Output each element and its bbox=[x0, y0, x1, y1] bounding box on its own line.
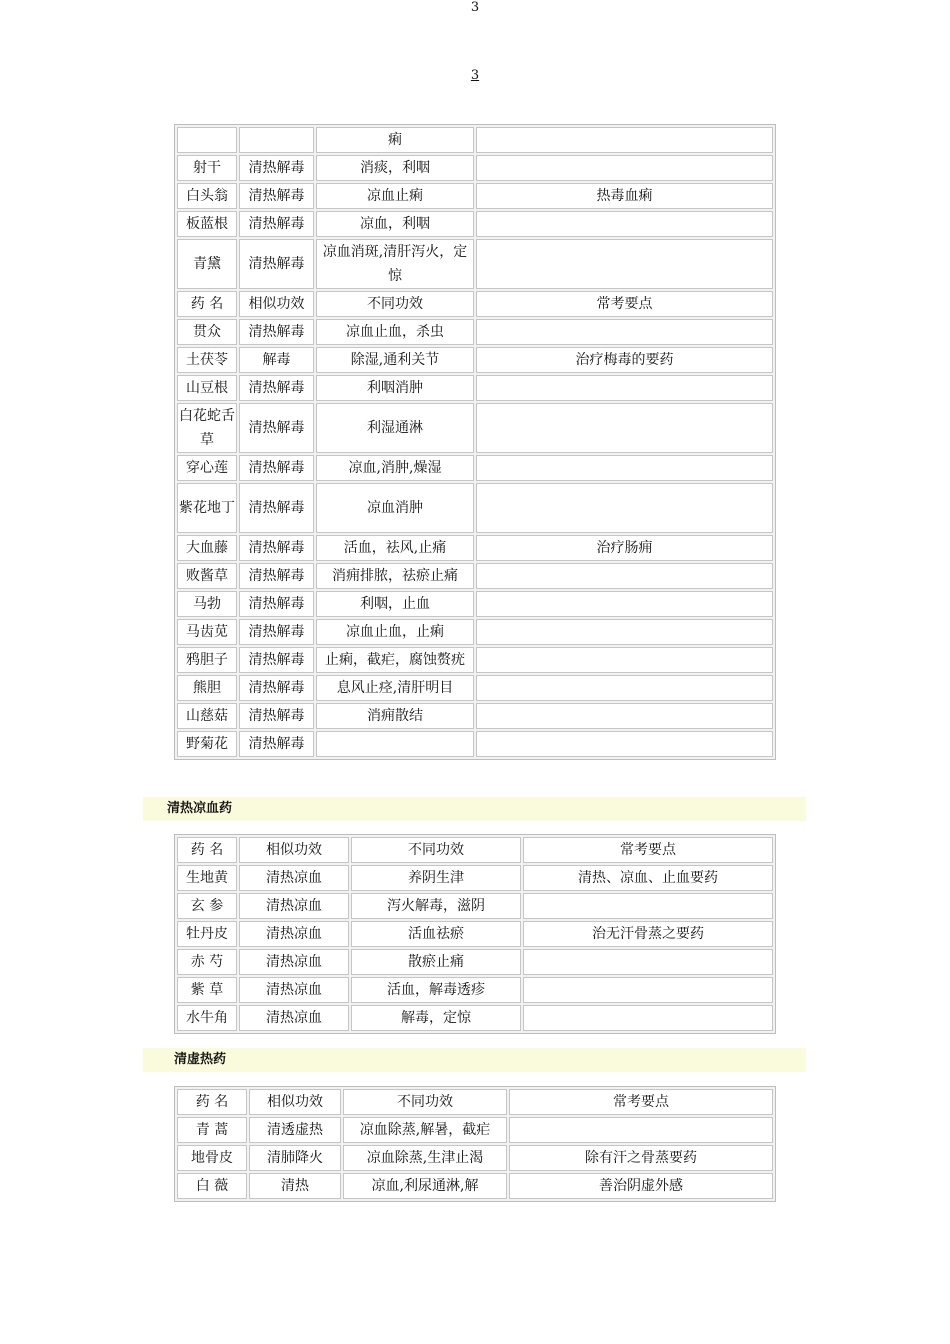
cell-different-effect: 凉血除蒸,解暑，截疟 bbox=[343, 1117, 507, 1143]
header-similar-effect: 相似功效 bbox=[239, 291, 314, 317]
table-row bbox=[177, 865, 773, 891]
cell-different-effect: 利咽消肿 bbox=[316, 375, 474, 401]
cell-similar-effect: 清热凉血 bbox=[239, 865, 349, 891]
cell-different-effect: 消痈排脓，祛瘀止痛 bbox=[316, 563, 474, 589]
cell-exam-point: 善治阴虚外感 bbox=[509, 1173, 773, 1199]
cell-different-effect: 凉血,利尿通淋,解 bbox=[343, 1173, 507, 1199]
cell-herb-name: 野菊花 bbox=[177, 731, 237, 757]
cell-similar-effect: 清热凉血 bbox=[239, 921, 349, 947]
cell-herb-name: 生地黄 bbox=[177, 865, 237, 891]
table-row bbox=[177, 647, 773, 673]
cell-similar-effect: 清热解毒 bbox=[239, 619, 314, 645]
table-row bbox=[177, 155, 773, 181]
cell-herb-name: 山慈菇 bbox=[177, 703, 237, 729]
cell-different-effect: 活血，祛风,止痛 bbox=[316, 535, 474, 561]
cell-different-effect: 凉血消肿 bbox=[316, 483, 474, 533]
cell-herb-name: 白 薇 bbox=[177, 1173, 247, 1199]
cell-similar-effect: 清热解毒 bbox=[239, 675, 314, 701]
cell-similar-effect: 清热解毒 bbox=[239, 591, 314, 617]
cell-exam-point bbox=[476, 703, 773, 729]
cell-similar-effect: 清热解毒 bbox=[239, 483, 314, 533]
header-herb-name: 药 名 bbox=[177, 1089, 247, 1115]
table-row bbox=[177, 455, 773, 481]
cell-herb-name: 土茯苓 bbox=[177, 347, 237, 373]
cell-similar-effect: 清热解毒 bbox=[239, 563, 314, 589]
cell-similar-effect: 清热解毒 bbox=[239, 375, 314, 401]
table-row bbox=[177, 1145, 773, 1171]
cell-herb-name: 穿心莲 bbox=[177, 455, 237, 481]
herb-table-heat-clearing-detox bbox=[174, 124, 776, 760]
cell-different-effect: 息风止痉,清肝明目 bbox=[316, 675, 474, 701]
cell-herb-name: 败酱草 bbox=[177, 563, 237, 589]
table-row bbox=[177, 127, 773, 153]
cell-similar-effect: 清热解毒 bbox=[239, 183, 314, 209]
cell-exam-point bbox=[476, 455, 773, 481]
cell-similar-effect: 清热解毒 bbox=[239, 535, 314, 561]
cell-similar-effect: 清热解毒 bbox=[239, 239, 314, 289]
table-row bbox=[177, 535, 773, 561]
header-different-effect: 不同功效 bbox=[343, 1089, 507, 1115]
cell-similar-effect: 清热凉血 bbox=[239, 949, 349, 975]
cell-different-effect: 痢 bbox=[316, 127, 474, 153]
table-row bbox=[177, 703, 773, 729]
table-row bbox=[177, 591, 773, 617]
table-row bbox=[177, 977, 773, 1003]
header-different-effect: 不同功效 bbox=[351, 837, 521, 863]
table-header-row bbox=[177, 291, 773, 317]
table-row bbox=[177, 1173, 773, 1199]
cell-different-effect: 除湿,通利关节 bbox=[316, 347, 474, 373]
page-number-top: 3 bbox=[470, 0, 480, 15]
cell-different-effect: 凉血止血，杀虫 bbox=[316, 319, 474, 345]
header-similar-effect: 相似功效 bbox=[249, 1089, 341, 1115]
cell-herb-name: 射干 bbox=[177, 155, 237, 181]
table-row bbox=[177, 563, 773, 589]
cell-similar-effect: 清热 bbox=[249, 1173, 341, 1199]
cell-herb-name: 地骨皮 bbox=[177, 1145, 247, 1171]
header-herb-name: 药 名 bbox=[177, 837, 237, 863]
table-header-row bbox=[177, 1089, 773, 1115]
cell-exam-point bbox=[476, 375, 773, 401]
table-row bbox=[177, 347, 773, 373]
cell-exam-point bbox=[476, 403, 773, 453]
cell-different-effect: 散瘀止痛 bbox=[351, 949, 521, 975]
cell-exam-point bbox=[476, 319, 773, 345]
cell-herb-name: 牡丹皮 bbox=[177, 921, 237, 947]
table-row bbox=[177, 1005, 773, 1031]
cell-exam-point bbox=[476, 647, 773, 673]
table-row bbox=[177, 403, 773, 453]
cell-similar-effect: 清热凉血 bbox=[239, 893, 349, 919]
cell-exam-point bbox=[509, 1117, 773, 1143]
cell-exam-point bbox=[476, 591, 773, 617]
cell-herb-name: 青黛 bbox=[177, 239, 237, 289]
cell-herb-name: 马齿苋 bbox=[177, 619, 237, 645]
cell-different-effect: 凉血止血，止痢 bbox=[316, 619, 474, 645]
cell-exam-point: 热毒血痢 bbox=[476, 183, 773, 209]
cell-similar-effect: 清热解毒 bbox=[239, 647, 314, 673]
cell-exam-point bbox=[523, 949, 773, 975]
cell-herb-name: 紫 草 bbox=[177, 977, 237, 1003]
table-row bbox=[177, 211, 773, 237]
cell-exam-point: 治疗梅毒的要药 bbox=[476, 347, 773, 373]
cell-exam-point bbox=[523, 977, 773, 1003]
header-herb-name: 药 名 bbox=[177, 291, 237, 317]
cell-different-effect: 凉血消斑,清肝泻火，定惊 bbox=[316, 239, 474, 289]
cell-exam-point bbox=[523, 893, 773, 919]
cell-similar-effect: 清热解毒 bbox=[239, 455, 314, 481]
cell-exam-point bbox=[476, 155, 773, 181]
cell-exam-point: 除有汗之骨蒸要药 bbox=[509, 1145, 773, 1171]
cell-different-effect: 止痢，截疟，腐蚀赘疣 bbox=[316, 647, 474, 673]
cell-different-effect: 泻火解毒，滋阴 bbox=[351, 893, 521, 919]
table-row bbox=[177, 619, 773, 645]
cell-herb-name: 水牛角 bbox=[177, 1005, 237, 1031]
cell-similar-effect: 清热解毒 bbox=[239, 703, 314, 729]
cell-exam-point bbox=[476, 731, 773, 757]
herb-table-blood-cooling bbox=[174, 834, 776, 1034]
header-exam-point: 常考要点 bbox=[523, 837, 773, 863]
cell-similar-effect: 清热解毒 bbox=[239, 319, 314, 345]
table-row bbox=[177, 239, 773, 289]
cell-exam-point bbox=[476, 619, 773, 645]
cell-exam-point bbox=[476, 483, 773, 533]
table-row bbox=[177, 675, 773, 701]
table-header-row bbox=[177, 837, 773, 863]
cell-similar-effect: 清热解毒 bbox=[239, 731, 314, 757]
cell-exam-point bbox=[476, 127, 773, 153]
cell-different-effect: 利湿通淋 bbox=[316, 403, 474, 453]
cell-herb-name: 贯众 bbox=[177, 319, 237, 345]
cell-herb-name: 大血藤 bbox=[177, 535, 237, 561]
table-row bbox=[177, 483, 773, 533]
cell-similar-effect bbox=[239, 127, 314, 153]
cell-herb-name: 白花蛇舌草 bbox=[177, 403, 237, 453]
page-number-second bbox=[0, 68, 950, 84]
cell-similar-effect: 解毒 bbox=[239, 347, 314, 373]
cell-exam-point bbox=[476, 239, 773, 289]
cell-different-effect: 养阴生津 bbox=[351, 865, 521, 891]
cell-similar-effect: 清肺降火 bbox=[249, 1145, 341, 1171]
table-row bbox=[177, 319, 773, 345]
cell-herb-name: 马勃 bbox=[177, 591, 237, 617]
cell-exam-point: 清热、凉血、止血要药 bbox=[523, 865, 773, 891]
table-row bbox=[177, 731, 773, 757]
cell-different-effect: 凉血,消肿,燥湿 bbox=[316, 455, 474, 481]
cell-different-effect bbox=[316, 731, 474, 757]
cell-similar-effect: 清热解毒 bbox=[239, 155, 314, 181]
cell-different-effect: 凉血除蒸,生津止渴 bbox=[343, 1145, 507, 1171]
cell-different-effect: 消痰，利咽 bbox=[316, 155, 474, 181]
cell-different-effect: 活血，解毒透疹 bbox=[351, 977, 521, 1003]
table-row bbox=[177, 183, 773, 209]
cell-exam-point bbox=[523, 1005, 773, 1031]
cell-herb-name: 熊胆 bbox=[177, 675, 237, 701]
cell-exam-point bbox=[476, 563, 773, 589]
cell-different-effect: 解毒，定惊 bbox=[351, 1005, 521, 1031]
herb-table-deficiency-heat bbox=[174, 1086, 776, 1202]
cell-different-effect: 凉血，利咽 bbox=[316, 211, 474, 237]
cell-herb-name bbox=[177, 127, 237, 153]
page-number-second-text: 3 bbox=[470, 68, 480, 83]
cell-different-effect: 凉血止痢 bbox=[316, 183, 474, 209]
table-row bbox=[177, 949, 773, 975]
cell-herb-name: 赤 芍 bbox=[177, 949, 237, 975]
cell-exam-point: 治无汗骨蒸之要药 bbox=[523, 921, 773, 947]
cell-herb-name: 紫花地丁 bbox=[177, 483, 237, 533]
cell-similar-effect: 清透虚热 bbox=[249, 1117, 341, 1143]
cell-herb-name: 青 蒿 bbox=[177, 1117, 247, 1143]
section-title-deficiency-heat: 清虚热药 bbox=[143, 1048, 806, 1072]
cell-similar-effect: 清热凉血 bbox=[239, 977, 349, 1003]
cell-similar-effect: 清热解毒 bbox=[239, 211, 314, 237]
table-row bbox=[177, 375, 773, 401]
cell-similar-effect: 清热凉血 bbox=[239, 1005, 349, 1031]
table-row bbox=[177, 921, 773, 947]
header-different-effect: 不同功效 bbox=[316, 291, 474, 317]
cell-herb-name: 白头翁 bbox=[177, 183, 237, 209]
cell-different-effect: 消痈散结 bbox=[316, 703, 474, 729]
cell-different-effect: 利咽，止血 bbox=[316, 591, 474, 617]
header-exam-point: 常考要点 bbox=[476, 291, 773, 317]
cell-different-effect: 活血祛瘀 bbox=[351, 921, 521, 947]
section-title-blood-cooling: 清热凉血药 bbox=[143, 797, 806, 821]
cell-exam-point: 治疗肠痈 bbox=[476, 535, 773, 561]
cell-herb-name: 玄 参 bbox=[177, 893, 237, 919]
cell-herb-name: 山豆根 bbox=[177, 375, 237, 401]
cell-similar-effect: 清热解毒 bbox=[239, 403, 314, 453]
cell-herb-name: 鸦胆子 bbox=[177, 647, 237, 673]
table-row bbox=[177, 893, 773, 919]
cell-exam-point bbox=[476, 675, 773, 701]
cell-exam-point bbox=[476, 211, 773, 237]
header-similar-effect: 相似功效 bbox=[239, 837, 349, 863]
table-row bbox=[177, 1117, 773, 1143]
header-exam-point: 常考要点 bbox=[509, 1089, 773, 1115]
cell-herb-name: 板蓝根 bbox=[177, 211, 237, 237]
